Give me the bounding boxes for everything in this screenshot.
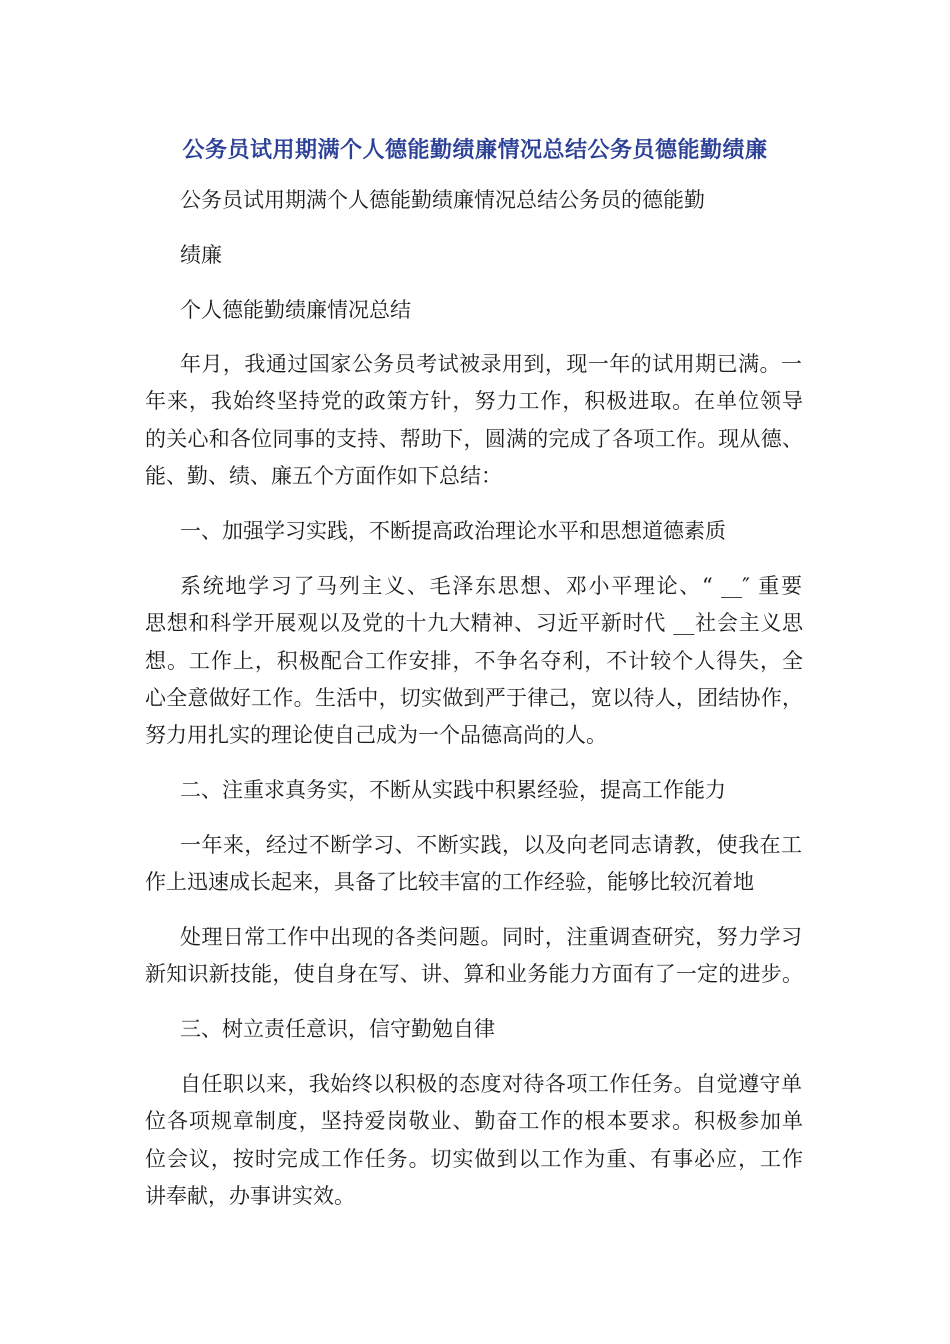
text-line: 想。工作上，积极配合工作安排，不争名夺利，不计较个人得失，全 (145, 649, 803, 673)
text-line: 个人德能勤绩廉情况总结 (180, 298, 411, 322)
text-line: 自任职以来，我始终以积极的态度对待各项工作任务。自觉遵守单 (180, 1072, 802, 1096)
text-line: 系统地学习了马列主义、毛泽东思想、邓小平理论、“ __″ 重要 (180, 574, 802, 598)
text-line: 一年来，经过不断学习、不断实践，以及向老同志请教，使我在工 (180, 833, 802, 857)
text-line: 能、勤、绩、廉五个方面作如下总结： (145, 464, 502, 488)
text-line: 绩廉 (180, 243, 222, 267)
section-heading: 一、加强学习实践，不断提高政治理论水平和思想道德素质 (180, 519, 726, 543)
document-title: 公务员试用期满个人德能勤绩廉情况总结公务员德能勤绩廉 (182, 137, 768, 163)
text-line: 位各项规章制度，坚持爱岗敬业、勤奋工作的根本要求。积极参加单 (145, 1109, 803, 1133)
text-line: 作上迅速成长起来，具备了比较丰富的工作经验，能够比较沉着地 (145, 870, 754, 894)
section-heading: 三、树立责任意识，信守勤勉自律 (180, 1017, 495, 1041)
text-line: 年来，我始终坚持党的政策方针，努力工作，积极进取。在单位领导 (145, 389, 803, 413)
text-line: 公务员试用期满个人德能勤绩廉情况总结公务员的德能勤 (180, 188, 705, 212)
text-line: 处理日常工作中出现的各类问题。同时，注重调查研究，努力学习 (180, 925, 802, 949)
text-line: 新知识新技能，使自身在写、讲、算和业务能力方面有了一定的进步。 (145, 962, 803, 986)
text-line: 心全意做好工作。生活中，切实做到严于律己，宽以待人，团结协作， (145, 686, 803, 710)
section-heading: 二、注重求真务实，不断从实践中积累经验，提高工作能力 (180, 778, 726, 802)
text-line: 讲奉献，办事讲实效。 (145, 1184, 355, 1208)
text-line: 位会议，按时完成工作任务。切实做到以工作为重、有事必应，工作 (145, 1147, 803, 1171)
text-line: 思想和科学开展观以及党的十九大精神、习近平新时代 __社会主义思 (145, 611, 803, 635)
text-line: 努力用扎实的理论使自己成为一个品德高尚的人。 (145, 723, 607, 747)
text-line: 的关心和各位同事的支持、帮助下，圆满的完成了各项工作。现从德、 (145, 427, 803, 451)
text-line: 年月，我通过国家公务员考试被录用到，现一年的试用期已满。一 (180, 352, 802, 376)
